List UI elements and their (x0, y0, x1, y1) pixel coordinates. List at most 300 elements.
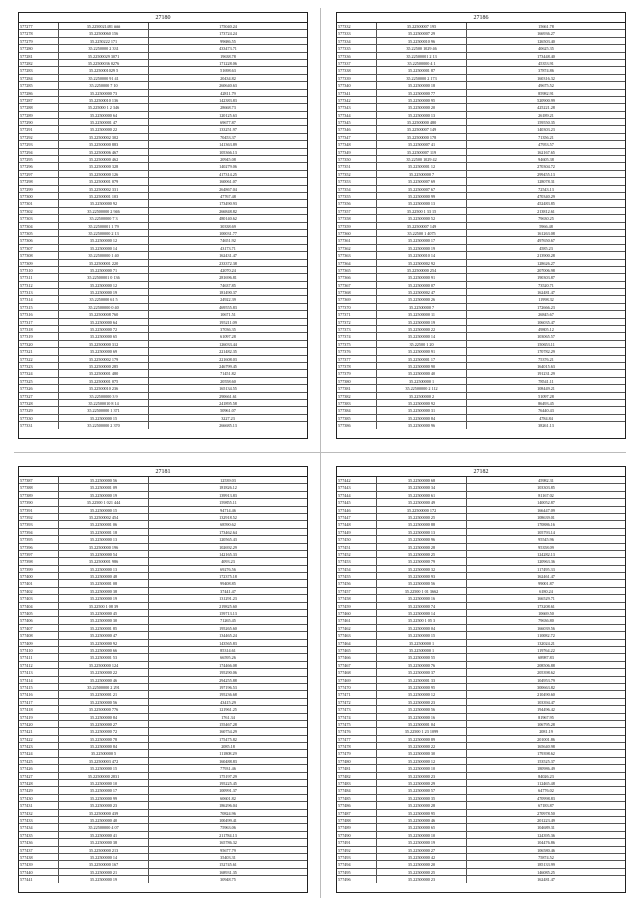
row-id-cell: 577417 (19, 699, 59, 705)
row-id-cell: 577297 (19, 171, 59, 177)
row-id-cell: 577361 (337, 237, 377, 243)
coordinate-cell: 35.22500000 11 (377, 311, 467, 317)
table-row (337, 876, 625, 883)
value-cell: 78541.11 (538, 378, 554, 384)
value-cell: 71356.21 (538, 134, 554, 140)
coordinate-cell: 35.22500000 12 (59, 237, 149, 243)
table-row (337, 215, 625, 222)
table-row (19, 422, 307, 429)
row-id-cell: 577399 (19, 566, 59, 572)
table-row (337, 854, 625, 861)
table-title: 27182 (337, 467, 625, 477)
table-row (19, 385, 307, 392)
value-cell: 20434.82 (220, 75, 236, 81)
table-row (337, 45, 625, 52)
coordinate-cell: 35.22500000 64 (59, 112, 149, 118)
row-id-cell: 577316 (19, 311, 59, 317)
value-cell: 134465.24 (219, 633, 237, 639)
table-row (337, 193, 625, 200)
value-cell: 51097.28 (538, 393, 554, 399)
coordinate-cell: 35.22500001 2 13 (377, 53, 467, 59)
coordinate-cell: 35.22500000 37 (377, 669, 467, 675)
row-id-cell: 577397 (19, 551, 59, 557)
coordinate-cell: 35.22500000 23 (59, 802, 149, 808)
coordinate-cell: 35.2250000 91 41 (59, 75, 149, 81)
coordinate-cell: 35.22500000 10 (377, 832, 467, 838)
value-cell: 162481.47 (537, 877, 555, 883)
row-id-cell: 577480 (337, 758, 377, 764)
value-cell: 290661.61 (219, 393, 237, 399)
table-row (19, 647, 307, 654)
value-cell: 108639.01 (537, 514, 555, 520)
value-cell: 520900.99 (537, 97, 555, 103)
row-id-cell: 577345 (337, 119, 377, 125)
table-row (19, 551, 307, 558)
row-id-cell: 577329 (19, 407, 59, 413)
value-cell: 266685.13 (219, 423, 237, 429)
coordinate-cell: 35.22500000 68 (377, 477, 467, 483)
table-row (19, 156, 307, 163)
table-row (337, 817, 625, 824)
value-cell: 194496.42 (537, 707, 555, 713)
value-cell: 102692.29 (219, 544, 237, 550)
value-cell: 179398.62 (537, 751, 555, 757)
table-row (337, 60, 625, 67)
table-row (337, 252, 625, 259)
row-id-cell: 577367 (337, 282, 377, 288)
value-cell: 195225.45 (219, 781, 237, 787)
coordinate-cell: 35.22500000 61 (377, 492, 467, 498)
row-id-cell: 577420 (19, 721, 59, 727)
table-row (19, 795, 307, 802)
coordinate-cell: 35.22500007 195 (377, 23, 467, 29)
table-row (19, 750, 307, 757)
row-id-cell: 577425 (19, 758, 59, 764)
row-id-cell: 577308 (19, 252, 59, 258)
coordinate-cell: 35.22500000 15 (59, 507, 149, 513)
coordinate-cell: 35.22500000 91 (377, 274, 467, 280)
row-id-cell: 577471 (337, 691, 377, 697)
coordinate-cell: 35.22500000 883 (59, 141, 149, 147)
row-id-cell: 577418 (19, 706, 59, 712)
table-row (19, 333, 307, 340)
row-id-cell: 577304 (19, 223, 59, 229)
row-id-cell: 577385 (337, 415, 377, 421)
table-row (19, 178, 307, 185)
table-row (337, 551, 625, 558)
row-id-cell: 577389 (19, 492, 59, 498)
row-id-cell: 577440 (19, 869, 59, 875)
coordinate-cell: 35.22500001 08 (59, 580, 149, 586)
coordinate-cell: 35.225000 1 2 346 (59, 104, 149, 110)
coordinate-cell: 35.22500000 40 (377, 370, 467, 376)
coordinate-cell: 35.22500001 47 (59, 119, 149, 125)
row-id-cell: 577383 (337, 400, 377, 406)
row-id-cell: 577400 (19, 573, 59, 579)
row-id-cell: 577321 (19, 348, 59, 354)
table-row (337, 245, 625, 252)
value-cell: 124282.13 (537, 551, 555, 557)
row-id-cell: 577353 (337, 178, 377, 184)
table-row (19, 832, 307, 839)
value-cell: 205398.62 (537, 670, 555, 676)
row-id-cell: 577278 (19, 30, 59, 36)
value-cell: 153525.37 (537, 758, 555, 764)
value-cell: 67183.87 (538, 803, 554, 809)
table-row (337, 684, 625, 691)
coordinate-cell: 35.22500000 04 (377, 625, 467, 631)
value-cell: 128078.31 (537, 179, 555, 185)
coordinate-cell: 35.22500000 76 (377, 662, 467, 668)
row-id-cell: 577403 (19, 595, 59, 601)
row-id-cell: 577476 (337, 728, 377, 734)
row-id-cell: 577470 (337, 684, 377, 690)
row-id-cell: 577371 (337, 311, 377, 317)
value-cell: 72543.13 (538, 186, 554, 192)
table-row (337, 134, 625, 141)
value-cell: 100031.77 (219, 230, 237, 236)
row-id-cell: 577377 (337, 356, 377, 362)
row-id-cell: 577339 (337, 75, 377, 81)
coordinate-cell: 35.22500 1029 46 (377, 45, 467, 51)
coordinate-cell: 35.22500000 89 (377, 736, 467, 742)
row-id-cell: 577334 (337, 38, 377, 44)
coordinate-cell: 35.22500000 92 (377, 400, 467, 406)
coordinate-cell: 35.22500000 93 (377, 573, 467, 579)
table-row (337, 625, 625, 632)
value-cell: 47953.57 (538, 142, 554, 148)
value-cell: 124395.36 (537, 832, 555, 838)
coordinate-cell: 35.22500000 12 (377, 691, 467, 697)
row-id-cell: 577298 (19, 178, 59, 184)
coordinate-cell: 35.22500000 69 (59, 348, 149, 354)
table-row (337, 407, 625, 414)
value-cell: 470998.83 (537, 795, 555, 801)
value-cell: 74637.85 (220, 282, 236, 288)
coordinate-cell: 35.22500000 3 9 (59, 393, 149, 399)
coordinate-cell: 35.22500000 196 (59, 544, 149, 550)
row-id-cell: 577309 (19, 260, 59, 266)
value-cell: 45982.31 (538, 478, 554, 483)
row-id-cell: 577391 (19, 507, 59, 513)
table-row (337, 529, 625, 536)
value-cell: 180986.49 (537, 766, 555, 772)
row-id-cell: 577423 (19, 743, 59, 749)
table-row (19, 356, 307, 363)
row-id-cell: 577475 (337, 721, 377, 727)
value-cell: 95358.09 (538, 544, 554, 550)
coordinate-cell: 35.22500000 22 (59, 126, 149, 132)
table-row (19, 714, 307, 721)
value-cell: 76440.43 (538, 408, 554, 414)
value-cell: 110082.72 (537, 633, 555, 639)
table-row (337, 706, 625, 713)
row-id-cell: 577341 (337, 90, 377, 96)
coordinate-cell: 35.22500000 95 (377, 97, 467, 103)
row-id-cell: 577326 (19, 385, 59, 391)
table-row (337, 385, 625, 392)
coordinate-cell: 35.22500002 331 (59, 186, 149, 192)
table-row (19, 38, 307, 45)
table-row (337, 341, 625, 348)
table-row (337, 832, 625, 839)
coordinate-cell: 35.22500000 46 (377, 817, 467, 823)
coordinate-cell: 35.22500000 312 (59, 341, 149, 347)
value-cell: 86493.45 (538, 400, 554, 406)
row-id-cell: 577458 (337, 595, 377, 601)
value-cell: 168931.35 (219, 869, 237, 875)
value-cell: 126033.44 (219, 341, 237, 347)
value-cell: 131291.23 (219, 596, 237, 602)
value-cell: 190303.87 (537, 275, 555, 281)
value-cell: 210490.60 (537, 692, 555, 698)
value-cell: 111808.29 (219, 751, 237, 757)
coordinate-cell: 35.22500000 28 (377, 544, 467, 550)
row-id-cell: 577415 (19, 684, 59, 690)
value-cell: 164015.63 (537, 363, 555, 369)
row-id-cell: 577287 (19, 97, 59, 103)
value-cell: 159713.13 (219, 611, 237, 617)
coordinate-cell: 35.22500000 32 (377, 566, 467, 572)
table-row (337, 200, 625, 207)
table-row (19, 773, 307, 780)
value-cell: 140279.06 (219, 164, 237, 170)
row-id-cell: 577315 (19, 304, 59, 310)
coordinate-cell: 35.22500000 12 (59, 282, 149, 288)
table-row (337, 691, 625, 698)
table-row (19, 149, 307, 156)
table-row (19, 193, 307, 200)
table-row (337, 544, 625, 551)
coordinate-cell: 35.22500001 986 (59, 558, 149, 564)
value-cell: 73520.71 (538, 282, 554, 288)
row-id-cell: 577395 (19, 536, 59, 542)
value-cell: 75963.06 (220, 825, 236, 831)
row-id-cell: 577447 (337, 514, 377, 520)
row-id-cell: 577472 (337, 699, 377, 705)
value-cell: 480140.62 (219, 216, 237, 222)
table-row (19, 736, 307, 743)
row-id-cell: 577337 (337, 60, 377, 66)
value-cell: 160488.83 (219, 758, 237, 764)
table-title: 27186 (337, 13, 625, 23)
table-row (19, 588, 307, 595)
value-cell: 270304.72 (537, 164, 555, 170)
coordinate-cell: 35.22500000 254 (377, 267, 467, 273)
coordinate-cell: 35.22500000 17 (377, 237, 467, 243)
value-cell: 221482.35 (219, 349, 237, 355)
coordinate-cell: 35.22500001 103 (59, 193, 149, 199)
coordinate-cell: 35.22500000 23 (377, 773, 467, 779)
coordinate-cell: 35.22500001 21 (59, 691, 149, 697)
value-cell: 105366.13 (219, 149, 237, 155)
table-row (19, 691, 307, 698)
coordinate-cell: 35.22500007 29 (377, 30, 467, 36)
table-row (19, 810, 307, 817)
row-id-cell: 577494 (337, 861, 377, 867)
row-id-cell: 577349 (337, 149, 377, 155)
coordinate-cell: 35.22500000 1 40 (59, 252, 149, 258)
table-row (337, 333, 625, 340)
row-id-cell: 577412 (19, 662, 59, 668)
value-cell: 173724.24 (219, 31, 237, 37)
row-id-cell: 577336 (337, 53, 377, 59)
value-cell: 38261.13 (538, 423, 554, 429)
row-id-cell: 577384 (337, 407, 377, 413)
value-cell: 173462.64 (219, 529, 237, 535)
table-row (337, 75, 625, 82)
value-cell: 81967.95 (538, 714, 554, 720)
table-row (19, 393, 307, 400)
coordinate-cell: 35.22500001 079 (59, 178, 149, 184)
value-cell: 40625.35 (538, 46, 554, 52)
row-id-cell: 577363 (337, 252, 377, 258)
table-row (19, 484, 307, 491)
coordinate-cell: 35.22500000 19 (59, 595, 149, 601)
value-cell: 42070.24 (220, 267, 236, 273)
coordinate-cell: 35.22500000 77 (377, 90, 467, 96)
coordinate-cell: 35.22500000 42 (377, 854, 467, 860)
coordinate-cell: 35.22500000 2 291 (59, 684, 149, 690)
coordinate-cell: 35.22500000 13 (377, 200, 467, 206)
table-row (19, 662, 307, 669)
value-cell: 128626.27 (537, 260, 555, 266)
coordinate-cell: 35.22500000 84 (59, 714, 149, 720)
table-row (19, 90, 307, 97)
row-id-cell: 577402 (19, 588, 59, 594)
coordinate-cell: 35.22500000 15 (377, 632, 467, 638)
value-cell: 4784.84 (539, 415, 553, 421)
row-id-cell: 577381 (337, 385, 377, 391)
table-row (337, 521, 625, 528)
value-cell: 174466.08 (219, 662, 237, 668)
coordinate-cell: 35.22500000 52 (377, 215, 467, 221)
table-row (337, 869, 625, 876)
value-cell: 70453.37 (220, 134, 236, 140)
row-id-cell: 577277 (19, 23, 59, 29)
coordinate-cell: 35.22500000 34 (377, 484, 467, 490)
row-id-cell: 577413 (19, 669, 59, 675)
table-row (337, 289, 625, 296)
table-row (19, 112, 307, 119)
value-cell: 195265.60 (219, 625, 237, 631)
coordinate-cell: 35.22500007 149 (377, 126, 467, 132)
coordinate-cell: 35.22500 1029 42 (377, 156, 467, 162)
coordinate-cell: 35.22500001 220 (59, 260, 149, 266)
table-row (19, 119, 307, 126)
coordinate-cell: 35.22500000 2 112 (377, 385, 467, 391)
coordinate-cell: 35.22500 1 23 1099 (377, 728, 467, 734)
coordinate-cell: 35.22500000 84 (59, 743, 149, 749)
value-cell: 37441.47 (220, 588, 236, 594)
value-cell: 103303.85 (537, 485, 555, 491)
value-cell: 103394.47 (537, 699, 555, 705)
table-row (19, 521, 307, 528)
value-cell: 159550.35 (537, 120, 555, 126)
value-cell: 208506.88 (537, 662, 555, 668)
value-cell: 45353.91 (538, 60, 554, 66)
row-id-cell: 577442 (337, 477, 377, 483)
value-cell: 85982.91 (538, 90, 554, 96)
coordinate-cell: 35.22500002 302 (59, 134, 149, 140)
coordinate-cell: 35.22500001 53 (59, 654, 149, 660)
row-id-cell: 577487 (337, 810, 377, 816)
coordinate-cell: 35.22500000 2 13 (59, 230, 149, 236)
row-id-cell: 577387 (19, 477, 59, 483)
row-id-cell: 577365 (337, 267, 377, 273)
coordinate-cell: 35.22500001 06 (59, 521, 149, 527)
value-cell: 270978.50 (537, 810, 555, 816)
value-cell: 140303.23 (537, 127, 555, 133)
coordinate-cell: 35.22500000 48 (59, 573, 149, 579)
value-cell: 2081.19 (539, 729, 553, 735)
value-cell: 132024.21 (537, 640, 555, 646)
coordinate-cell: 35.22500000 19 (377, 839, 467, 845)
value-cell: 10671.51 (220, 312, 236, 318)
value-cell: 161263.08 (537, 230, 555, 236)
table-row (337, 156, 625, 163)
row-id-cell: 577281 (19, 53, 59, 59)
row-id-cell: 577378 (337, 363, 377, 369)
coordinate-cell: 35.22500001 18 (59, 529, 149, 535)
coordinate-cell: 35.22500001 33 (377, 677, 467, 683)
table-row (19, 289, 307, 296)
row-id-cell: 577460 (337, 610, 377, 616)
table-row (337, 477, 625, 484)
row-id-cell: 577284 (19, 75, 59, 81)
row-id-cell: 577434 (19, 824, 59, 830)
table-row (337, 795, 625, 802)
coordinate-cell: 35.22500000 57 (377, 787, 467, 793)
table-row (337, 699, 625, 706)
row-id-cell: 577299 (19, 186, 59, 192)
coordinate-cell: 35.22500000 30 (59, 617, 149, 623)
table-row (337, 67, 625, 74)
value-cell: 103065.57 (537, 334, 555, 340)
value-cell: 2085.18 (221, 744, 235, 750)
table-row (337, 378, 625, 385)
table-row (337, 260, 625, 267)
row-id-cell: 577325 (19, 378, 59, 384)
value-cell: 181826.12 (219, 485, 237, 491)
row-id-cell: 577376 (337, 348, 377, 354)
row-id-cell: 577466 (337, 654, 377, 660)
value-cell: 166447.09 (537, 507, 555, 513)
coordinate-cell: 35.22500000 13 (59, 536, 149, 542)
coordinate-cell: 35.2250222 171 (59, 38, 149, 44)
row-id-cell: 577461 (337, 617, 377, 623)
row-id-cell: 577300 (19, 193, 59, 199)
value-cell: 150653.11 (537, 341, 555, 347)
coordinate-cell: 35.22500001 87 (377, 67, 467, 73)
value-cell: 50961.07 (220, 408, 236, 414)
coordinate-cell: 35.22500000 480 (377, 119, 467, 125)
value-cell: 143565.83 (219, 640, 237, 646)
coordinate-cell: 35.22500000 07 (377, 282, 467, 288)
table-row (337, 370, 625, 377)
value-cell: 207006.98 (537, 267, 555, 273)
row-id-cell: 577319 (19, 333, 59, 339)
table-row (337, 810, 625, 817)
row-id-cell: 577408 (19, 632, 59, 638)
row-id-cell: 577433 (19, 817, 59, 823)
table-row (19, 126, 307, 133)
table-title: 27181 (19, 467, 307, 477)
table-row (19, 573, 307, 580)
value-cell: 117495.33 (537, 566, 555, 572)
table-row (19, 296, 307, 303)
coordinate-cell: 35.22500000 20 (377, 104, 467, 110)
